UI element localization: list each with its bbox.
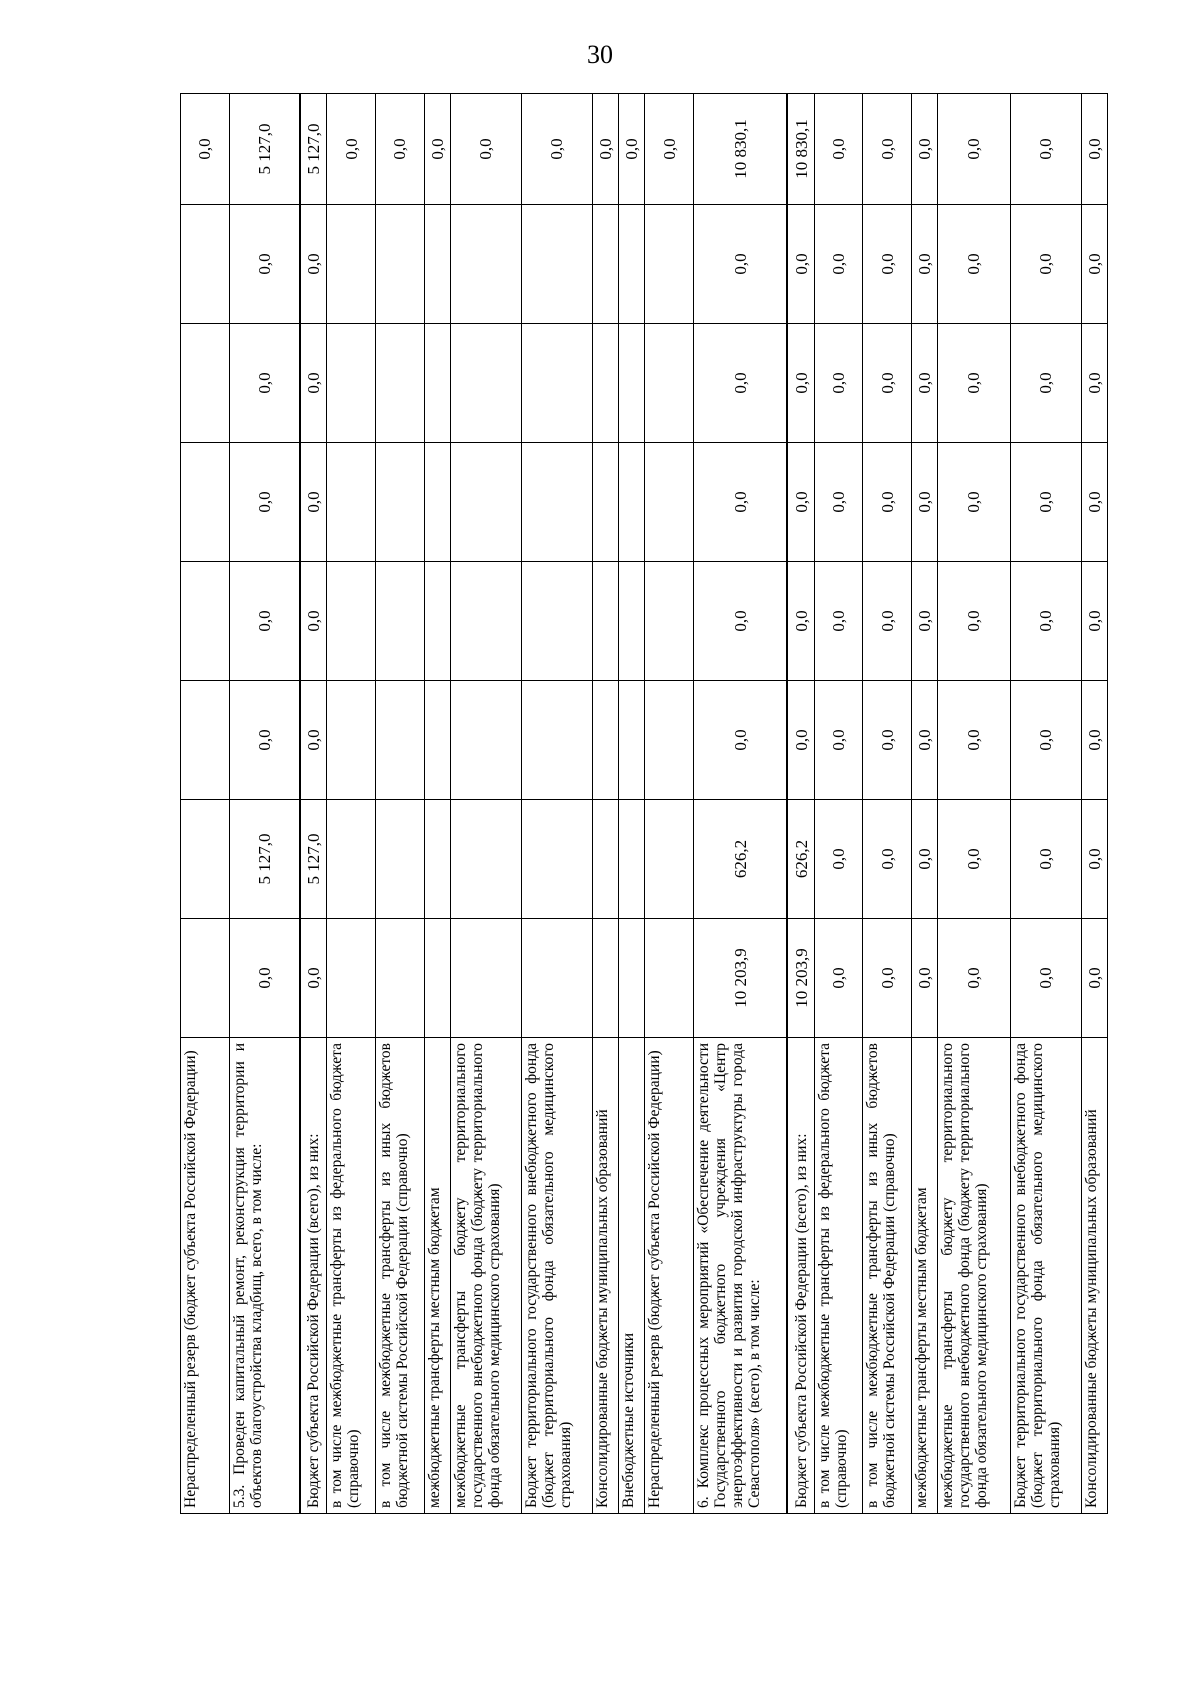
table-row: [450, 94, 521, 1514]
value-cell: 0,0: [300, 205, 327, 324]
row-label: Бюджет территориального государственного внебюджетного фонда (бюджет территориального фонда обязательного медицинского страхования): [1010, 1038, 1081, 1514]
value-cell: [327, 919, 376, 1038]
value-cell: 5 127,0: [229, 800, 300, 919]
value-cell: 0,0: [1010, 919, 1081, 1038]
value-cell: [327, 800, 376, 919]
value-cell: [619, 443, 645, 562]
table-row: [376, 94, 425, 1514]
value-cell: 0,0: [814, 562, 863, 681]
value-cell: [181, 324, 230, 443]
value-cell: [450, 681, 521, 800]
value-cell: 0,0: [787, 205, 814, 324]
table-row: [229, 94, 300, 1514]
row-label: межбюджетные трансферты местным бюджетам: [424, 1038, 450, 1514]
value-cell: 0,0: [863, 800, 912, 919]
value-cell: [619, 205, 645, 324]
value-cell: [424, 443, 450, 562]
table-row: [619, 94, 645, 1514]
value-cell: 0,0: [694, 324, 788, 443]
table-row: [327, 94, 376, 1514]
value-cell: 0,0: [1010, 800, 1081, 919]
value-cell: [450, 919, 521, 1038]
table-row: [424, 94, 450, 1514]
value-cell: 0,0: [521, 94, 592, 205]
value-cell: 0,0: [1010, 562, 1081, 681]
value-cell: 0,0: [814, 205, 863, 324]
value-cell: 0,0: [938, 205, 1010, 324]
table-row: [912, 94, 938, 1514]
value-cell: [424, 562, 450, 681]
value-cell: 0,0: [912, 562, 938, 681]
value-cell: 0,0: [787, 681, 814, 800]
value-cell: 5 127,0: [300, 94, 327, 205]
table-row: [1081, 94, 1107, 1514]
value-cell: 0,0: [1081, 800, 1107, 919]
table-row: [938, 94, 1010, 1514]
value-cell: 0,0: [938, 919, 1010, 1038]
value-cell: 0,0: [863, 443, 912, 562]
value-cell: 0,0: [1081, 443, 1107, 562]
budget-table: [180, 93, 1108, 1514]
value-cell: [376, 800, 425, 919]
value-cell: 0,0: [229, 562, 300, 681]
page-number: 30: [587, 40, 613, 69]
value-cell: [645, 681, 694, 800]
value-cell: [450, 562, 521, 681]
value-cell: 0,0: [912, 205, 938, 324]
value-cell: [450, 324, 521, 443]
value-cell: 0,0: [814, 443, 863, 562]
value-cell: [619, 324, 645, 443]
value-cell: [181, 681, 230, 800]
table-row: [521, 94, 592, 1514]
value-cell: [376, 324, 425, 443]
value-cell: 10 830,1: [787, 94, 814, 205]
table-row: [181, 94, 230, 1514]
value-cell: 0,0: [814, 919, 863, 1038]
value-cell: 0,0: [1010, 681, 1081, 800]
value-cell: [327, 681, 376, 800]
value-cell: [521, 919, 592, 1038]
value-cell: [521, 800, 592, 919]
row-label: Нераспределенный резерв (бюджет субъекта Российской Федерации): [181, 1038, 230, 1514]
value-cell: [424, 681, 450, 800]
table-row: [300, 94, 327, 1514]
value-cell: 0,0: [376, 94, 425, 205]
table-row: [694, 94, 788, 1514]
value-cell: 0,0: [912, 919, 938, 1038]
value-cell: 0,0: [863, 919, 912, 1038]
row-label: Бюджет территориального государственного внебюджетного фонда (бюджет территориального фонда обязательного медицинского страхования): [521, 1038, 592, 1514]
value-cell: [450, 205, 521, 324]
value-cell: 0,0: [1081, 681, 1107, 800]
value-cell: 10 830,1: [694, 94, 788, 205]
value-cell: 0,0: [938, 800, 1010, 919]
value-cell: [450, 443, 521, 562]
value-cell: [619, 562, 645, 681]
value-cell: [521, 205, 592, 324]
value-cell: 0,0: [1010, 205, 1081, 324]
value-cell: [645, 324, 694, 443]
value-cell: [619, 800, 645, 919]
value-cell: [645, 205, 694, 324]
value-cell: 10 203,9: [787, 919, 814, 1038]
value-cell: [424, 324, 450, 443]
row-label: в том числе межбюджетные трансферты из иных бюджетов бюджетной системы Российской Федерации (справочно): [376, 1038, 425, 1514]
value-cell: [521, 681, 592, 800]
value-cell: [592, 681, 618, 800]
value-cell: 0,0: [912, 443, 938, 562]
value-cell: [592, 205, 618, 324]
value-cell: 0,0: [694, 205, 788, 324]
value-cell: 0,0: [814, 681, 863, 800]
row-label: в том числе межбюджетные трансферты из федерального бюджета (справочно): [327, 1038, 376, 1514]
value-cell: [592, 800, 618, 919]
table-row: [592, 94, 618, 1514]
value-cell: 0,0: [229, 681, 300, 800]
table-body: [181, 94, 1108, 1514]
table-row: [787, 94, 814, 1514]
value-cell: 10 203,9: [694, 919, 788, 1038]
value-cell: [619, 681, 645, 800]
value-cell: 0,0: [300, 919, 327, 1038]
value-cell: 0,0: [863, 94, 912, 205]
value-cell: 0,0: [694, 443, 788, 562]
value-cell: [645, 562, 694, 681]
value-cell: [592, 562, 618, 681]
value-cell: 0,0: [1081, 205, 1107, 324]
value-cell: [376, 919, 425, 1038]
value-cell: 0,0: [787, 562, 814, 681]
value-cell: 0,0: [863, 324, 912, 443]
row-label: 5.3. Проведен капитальный ремонт, реконструкция территории и объектов благоустройства кладбищ, всего, в том числе:: [229, 1038, 300, 1514]
value-cell: 0,0: [1081, 919, 1107, 1038]
value-cell: [181, 443, 230, 562]
value-cell: [521, 443, 592, 562]
value-cell: 0,0: [863, 681, 912, 800]
value-cell: [521, 562, 592, 681]
value-cell: 0,0: [424, 94, 450, 205]
row-label: Консолидированные бюджеты муниципальных образований: [592, 1038, 618, 1514]
row-label: Бюджет субъекта Российской Федерации (всего), из них:: [787, 1038, 814, 1514]
table-row: [645, 94, 694, 1514]
row-label: в том числе межбюджетные трансферты из иных бюджетов бюджетной системы Российской Федерации (справочно): [863, 1038, 912, 1514]
value-cell: [424, 205, 450, 324]
value-cell: [645, 443, 694, 562]
value-cell: 0,0: [1081, 94, 1107, 205]
value-cell: 0,0: [787, 443, 814, 562]
value-cell: 626,2: [787, 800, 814, 919]
row-label: межбюджетные трансферты местным бюджетам: [912, 1038, 938, 1514]
value-cell: 0,0: [1010, 443, 1081, 562]
value-cell: [376, 562, 425, 681]
value-cell: 0,0: [938, 443, 1010, 562]
value-cell: [327, 562, 376, 681]
value-cell: 0,0: [327, 94, 376, 205]
value-cell: 0,0: [938, 562, 1010, 681]
value-cell: 0,0: [619, 94, 645, 205]
value-cell: 0,0: [912, 681, 938, 800]
value-cell: [450, 800, 521, 919]
value-cell: 0,0: [229, 443, 300, 562]
value-cell: [592, 324, 618, 443]
value-cell: [424, 800, 450, 919]
value-cell: 0,0: [300, 324, 327, 443]
value-cell: [376, 443, 425, 562]
value-cell: 0,0: [938, 681, 1010, 800]
rotated-table-container: [180, 94, 1108, 1514]
value-cell: 0,0: [229, 324, 300, 443]
value-cell: [592, 919, 618, 1038]
table-row: [814, 94, 863, 1514]
value-cell: 0,0: [450, 94, 521, 205]
value-cell: 0,0: [938, 324, 1010, 443]
value-cell: 0,0: [938, 94, 1010, 205]
value-cell: [181, 919, 230, 1038]
table-row: [1010, 94, 1081, 1514]
row-label: Внебюджетные источники: [619, 1038, 645, 1514]
value-cell: 0,0: [814, 800, 863, 919]
value-cell: 0,0: [300, 443, 327, 562]
value-cell: 626,2: [694, 800, 788, 919]
value-cell: [181, 205, 230, 324]
value-cell: 0,0: [863, 562, 912, 681]
value-cell: 0,0: [1010, 94, 1081, 205]
row-label: Бюджет субъекта Российской Федерации (всего), из них:: [300, 1038, 327, 1514]
value-cell: [424, 919, 450, 1038]
value-cell: [327, 324, 376, 443]
value-cell: [619, 919, 645, 1038]
value-cell: [327, 443, 376, 562]
value-cell: [645, 919, 694, 1038]
value-cell: 0,0: [300, 681, 327, 800]
row-label: Нераспределенный резерв (бюджет субъекта Российской Федерации): [645, 1038, 694, 1514]
value-cell: 0,0: [1081, 562, 1107, 681]
value-cell: 0,0: [694, 681, 788, 800]
value-cell: [645, 800, 694, 919]
value-cell: 0,0: [300, 562, 327, 681]
value-cell: 5 127,0: [300, 800, 327, 919]
row-label: межбюджетные трансферты бюджету территориального государственного внебюджетного фонда (бюджету территориального фонда обязательного медицинского страхования): [938, 1038, 1010, 1514]
value-cell: 0,0: [912, 94, 938, 205]
value-cell: 0,0: [1081, 324, 1107, 443]
value-cell: [181, 800, 230, 919]
value-cell: 0,0: [863, 205, 912, 324]
value-cell: 0,0: [814, 94, 863, 205]
value-cell: 0,0: [787, 324, 814, 443]
row-label: межбюджетные трансферты бюджету территориального государственного внебюджетного фонда (бюджету территориального фонда обязательного медицинского страхования): [450, 1038, 521, 1514]
row-label: Консолидированные бюджеты муниципальных образований: [1081, 1038, 1107, 1514]
value-cell: 0,0: [229, 919, 300, 1038]
row-label: в том числе межбюджетные трансферты из федерального бюджета (справочно): [814, 1038, 863, 1514]
value-cell: 0,0: [229, 205, 300, 324]
value-cell: 0,0: [181, 94, 230, 205]
value-cell: [521, 324, 592, 443]
value-cell: [181, 562, 230, 681]
value-cell: [592, 443, 618, 562]
value-cell: [376, 681, 425, 800]
table-row: [863, 94, 912, 1514]
value-cell: [376, 205, 425, 324]
value-cell: 0,0: [1010, 324, 1081, 443]
row-label: 6. Комплекс процессных мероприятий «Обеспечение деятельности Государственного бюджетного учреждения «Центр энергоэффективности и развития городской инфраструктуры города Севастополя» (всего), в том числе:: [694, 1038, 788, 1514]
value-cell: 0,0: [912, 800, 938, 919]
value-cell: 0,0: [694, 562, 788, 681]
value-cell: 0,0: [592, 94, 618, 205]
value-cell: 5 127,0: [229, 94, 300, 205]
value-cell: 0,0: [645, 94, 694, 205]
value-cell: [327, 205, 376, 324]
value-cell: 0,0: [814, 324, 863, 443]
value-cell: 0,0: [912, 324, 938, 443]
